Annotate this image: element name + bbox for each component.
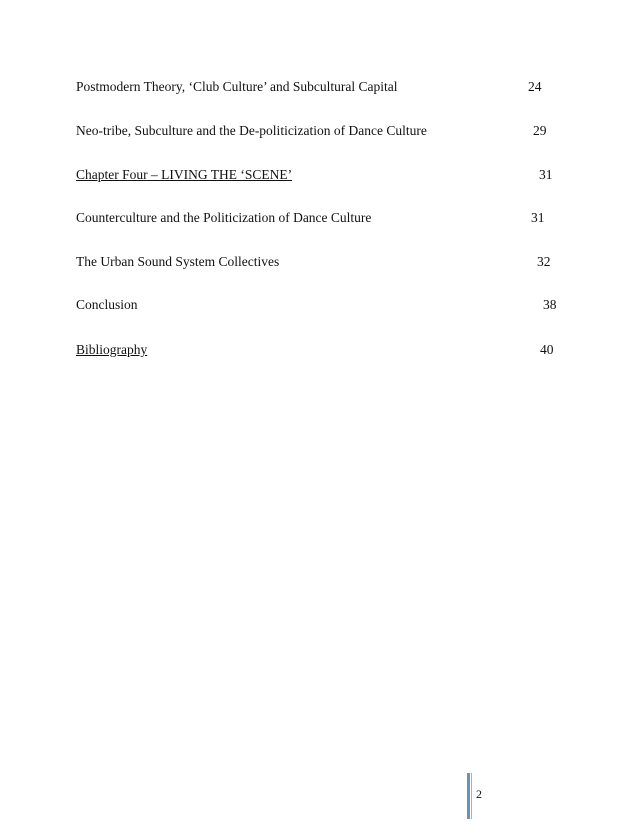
toc-entry-urban-sound-system [76,252,576,272]
toc-entry-page: 40 [540,342,554,357]
page-number: 2 [476,787,482,801]
toc-entry-title: Postmodern Theory, ‘Club Culture’ and Subcultural Capital [76,79,398,94]
footer-accent-bar [467,773,470,819]
toc-entry-postmodern-theory [76,77,576,97]
toc-entry-page: 32 [537,254,551,269]
toc-entry-title: Neo-tribe, Subculture and the De-politicization of Dance Culture [76,123,427,138]
footer-accent-bar-thin [471,773,472,819]
toc-entry-title: Counterculture and the Politicization of Dance Culture [76,210,372,225]
toc-entry-page: 31 [539,167,553,182]
toc-entry-page: 29 [533,123,547,138]
toc-entry-neo-tribe [76,121,576,141]
toc-entry-title: Conclusion [76,297,138,312]
toc-entry-conclusion [76,295,576,315]
toc-entry-title: The Urban Sound System Collectives [76,254,280,269]
toc-entry-title-link[interactable]: Bibliography [76,342,148,357]
toc-entry-title-link[interactable]: Chapter Four – LIVING THE ‘SCENE’ [76,167,293,182]
toc-entry-counterculture [76,208,576,228]
toc-entry-chapter-four[interactable] [76,165,576,185]
page-footer [467,773,527,819]
toc-entry-page: 31 [531,210,545,225]
toc-entry-bibliography[interactable] [76,340,576,360]
toc-entry-page: 38 [543,297,557,312]
toc-entry-page: 24 [528,79,542,94]
